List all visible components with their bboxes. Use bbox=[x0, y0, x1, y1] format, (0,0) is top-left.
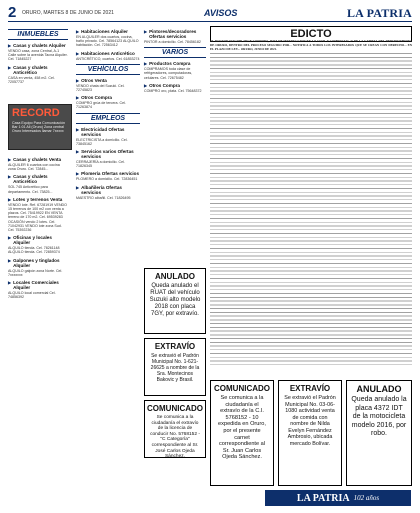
notice-body: Se extravió el Padrón Municipal No. 03-06-1080 actividad venta de comida con nombre de Nilda Evelyn Fernández Ambrosio, ubicada mercado Bolívar. bbox=[284, 395, 336, 447]
category-heading: ▶ Otros Compra bbox=[76, 95, 112, 101]
category-heading: ▶ Casas y chalets Alquiler bbox=[8, 43, 66, 48]
category-heading: ▶ Plomería Ofertas servicios bbox=[76, 171, 140, 177]
notice-title: COMUNICADO bbox=[147, 404, 203, 413]
notice-comunicado-2 bbox=[210, 380, 274, 486]
arrow-icon: ▶ bbox=[8, 280, 12, 286]
notice-title: EXTRAVÍO bbox=[289, 384, 331, 393]
category-heading: ▶ Pintores/decoradores Ofertas servicios bbox=[144, 29, 197, 39]
arrow-icon: ▶ bbox=[8, 174, 12, 180]
brand-logo: LA PATRIA bbox=[346, 6, 412, 20]
classified-text: MAESTRO albañil. Cel. 71826495 bbox=[76, 195, 131, 200]
classified-text: VENDO lote. Ref. 67281919 VENDO 15 terrenos de 100 m2 con venta a plazos. Cel. 75419922 EN VENTA terreno de 170 m2. Cel. 69539283 OCASIÓN vendo 2 lotes. Cel. 71042931 VENDO lote zona Sud. Cel. 75392236 bbox=[8, 202, 67, 233]
column-1-lower bbox=[8, 154, 68, 301]
classified-text: COMPRO oro, plata. Cel. 75648372 bbox=[144, 88, 202, 93]
section-title: AVISOS bbox=[204, 8, 238, 18]
arrow-icon: ▶ bbox=[144, 82, 148, 88]
classified-text: ALQUILO tienda. Cel. 78261148 ALQUILO tienda. Cel. 72859374 bbox=[8, 246, 60, 255]
category-heading: ▶ Electricidad Ofertas servicios bbox=[76, 126, 125, 137]
section-empleos: EMPLEOS bbox=[76, 113, 140, 124]
arrow-icon: ▶ bbox=[144, 61, 148, 67]
notice-extravio-2 bbox=[278, 380, 342, 486]
notice-body: Se comunica a la ciudadanía el extravío de la licencia de conducir No. 5768152 - "C Categoría" correspondiente al Sr. José Carlos Ojeda Sánchez. bbox=[150, 415, 200, 460]
footer-anniversary: 102 años bbox=[353, 494, 380, 502]
category-heading: ▶ Locales Comerciales Alquiler bbox=[8, 280, 59, 291]
classified-text: ANTICRÉTICO, cuartos. Cel. 61853274 bbox=[76, 56, 140, 61]
edicto-title: EDICTO bbox=[210, 26, 412, 42]
page-number: 2 bbox=[8, 4, 17, 21]
classified-text: ALQUILO galpón zona Norte. Cel. 7xxxxxxx bbox=[8, 268, 63, 277]
category-heading: ▶ Casas y chalets Anticrético bbox=[8, 64, 48, 75]
arrow-icon: ▶ bbox=[76, 184, 80, 190]
category-heading: ▶ Productos Compra bbox=[144, 61, 191, 67]
category-heading: ▶ Casas y chalets Anticrético bbox=[8, 174, 48, 185]
arrow-icon: ▶ bbox=[76, 50, 80, 56]
classified-text: ELECTRICISTA a domicilio. Cel. 73845162 bbox=[76, 137, 128, 146]
section-inmuebles: INMUEBLES bbox=[8, 29, 68, 40]
classified-text: EN ALQUILER dos cuartos, cocina, baño privado. Cel. 78564123 ALQUILO habitación. Cel. 72563412 bbox=[76, 35, 139, 48]
arrow-icon: ▶ bbox=[76, 149, 80, 155]
column-2 bbox=[76, 26, 140, 202]
arrow-icon: ▶ bbox=[76, 95, 80, 101]
category-heading: ▶ Albañilería Ofertas servicios bbox=[76, 184, 122, 195]
arrow-icon: ▶ bbox=[8, 43, 12, 48]
category-heading: ▶ Lotes y terrenos Venta bbox=[8, 196, 63, 202]
arrow-icon: ▶ bbox=[8, 64, 12, 70]
classified-text: VENDO casa, zona Central, A-1 Calle sobre la avenida Tacna Alquiler. Cel. 71845227 bbox=[8, 49, 68, 62]
notice-anulado-2 bbox=[346, 380, 412, 486]
notice-body: Queda anulado el RUAT del vehículo Suzuki alto modelo 2018 con placa 7GY, por extravío. bbox=[149, 283, 201, 317]
record-advertisement bbox=[8, 104, 72, 150]
classified-text: ALQUILER 6 cuartos con cocina zona Oruro. Cel. 72845... bbox=[8, 163, 60, 172]
category-heading: ▶ Habitaciones Alquiler bbox=[76, 29, 128, 34]
category-heading: ▶ Casas y chalets Venta bbox=[8, 157, 62, 162]
column-1 bbox=[8, 26, 68, 86]
arrow-icon: ▶ bbox=[8, 257, 12, 263]
edicto-text: EL DOCTOR WALDIR ARCE CONDORI, JUEZ DE INSTRUCCIÓN EN LO CIVIL Y COMERCIAL 2° DE LA CAPITAL DEL DEPARTAMENTO DE ORURO, DENTRO DEL PROCESO SEGUIDO POR... NOTIFICA A TODOS LOS INTERESADOS QUE SE CREAN CON DERECHO... EN EL PLAZO DE LEY... ORURO, JUNIO DE 2021. bbox=[210, 40, 412, 51]
section-varios: VARIOS bbox=[144, 47, 206, 58]
notice-body: Queda anulado la placa 4372 IDT de la motocicleta modelo 2016, por robo. bbox=[351, 396, 407, 437]
classified-text: PLOMERO a domicilio. Cel. 72836451 bbox=[76, 177, 138, 182]
classified-text: VENDO chata del Suzuki. Cel. 72745823 bbox=[76, 83, 125, 93]
edicto-text-lines bbox=[210, 52, 412, 368]
arrow-icon: ▶ bbox=[76, 126, 80, 132]
notice-comunicado bbox=[144, 400, 206, 458]
arrow-icon: ▶ bbox=[8, 235, 12, 241]
footer-brand: LA PATRIA bbox=[296, 492, 350, 504]
arrow-icon: ▶ bbox=[144, 29, 148, 34]
category-heading: ▶ Habitaciones Anticrético bbox=[76, 50, 135, 56]
classified-text: ALQUILO local comercial Cel. 74856392 bbox=[8, 291, 56, 300]
classified-text: SOL 745 Anticrético para departamento. Cel. 73825... bbox=[8, 185, 53, 194]
notice-title: ANULADO bbox=[155, 272, 195, 281]
classified-text: COMPRO grúa de tercera. Cel. 71263874 bbox=[76, 101, 126, 110]
category-heading: ▶ Otros Compra bbox=[144, 82, 180, 88]
notice-anulado bbox=[144, 268, 206, 334]
edicto-body bbox=[210, 40, 412, 368]
column-3 bbox=[144, 26, 206, 95]
arrow-icon: ▶ bbox=[76, 77, 80, 83]
footer-banner bbox=[265, 490, 411, 506]
category-heading: ▶ Servicios varios Ofertas servicios bbox=[76, 149, 134, 160]
ad-title: RECORD bbox=[12, 107, 60, 119]
classified-text: CERRAJERÍA a domicilio. Cel. 71826345 bbox=[76, 160, 125, 169]
category-heading: ▶ Oficinas y locales Alquiler bbox=[8, 235, 52, 246]
category-heading: ▶ Otros Venta bbox=[76, 77, 107, 83]
arrow-icon: ▶ bbox=[8, 196, 12, 202]
classified-text: COMPRAMOS toda clase de refrigeradores, computadoras, celulares. Cel. 72675482 bbox=[144, 67, 193, 80]
arrow-icon: ▶ bbox=[76, 29, 80, 34]
category-heading: ▶ Galpones y tinglados Alquiler bbox=[8, 257, 60, 268]
notice-body: Se extravió el Padrón Municipal No. 1-621-26625 a nombre de la Sra. Montecinos Bakovic y Brasil. bbox=[150, 353, 200, 383]
notice-extravio bbox=[144, 338, 206, 396]
classified-text: PINTOR a domicilio. Cel. 78456182 bbox=[144, 40, 201, 44]
section-vehiculos: VEHÍCULOS bbox=[76, 64, 140, 75]
issue-date: ORURO, MARTES 8 DE JUNIO DE 2021 bbox=[22, 10, 114, 16]
notice-title: ANULADO bbox=[356, 384, 402, 394]
arrow-icon: ▶ bbox=[8, 157, 12, 162]
notice-body: Se comunica a la ciudadanía el extravío de la C.I. 5768152 - 10 expedida en Oruro, por el presente carnet correspondiente al Sr. Juan Carlos Ojeda Sánchez. bbox=[218, 395, 266, 461]
notice-title: EXTRAVÍO bbox=[154, 342, 196, 351]
page-header bbox=[8, 6, 412, 22]
ad-text: Casa Equipo Para Comunicación Bar 1:01 All (Oruro) Zona central Oruro Interesados llamar 7xxxxx bbox=[12, 121, 65, 133]
arrow-icon: ▶ bbox=[76, 171, 80, 177]
classified-text: CASA en venta, 458 m2. Cel. 72057737 bbox=[8, 75, 55, 84]
notice-title: COMUNICADO bbox=[214, 384, 270, 393]
